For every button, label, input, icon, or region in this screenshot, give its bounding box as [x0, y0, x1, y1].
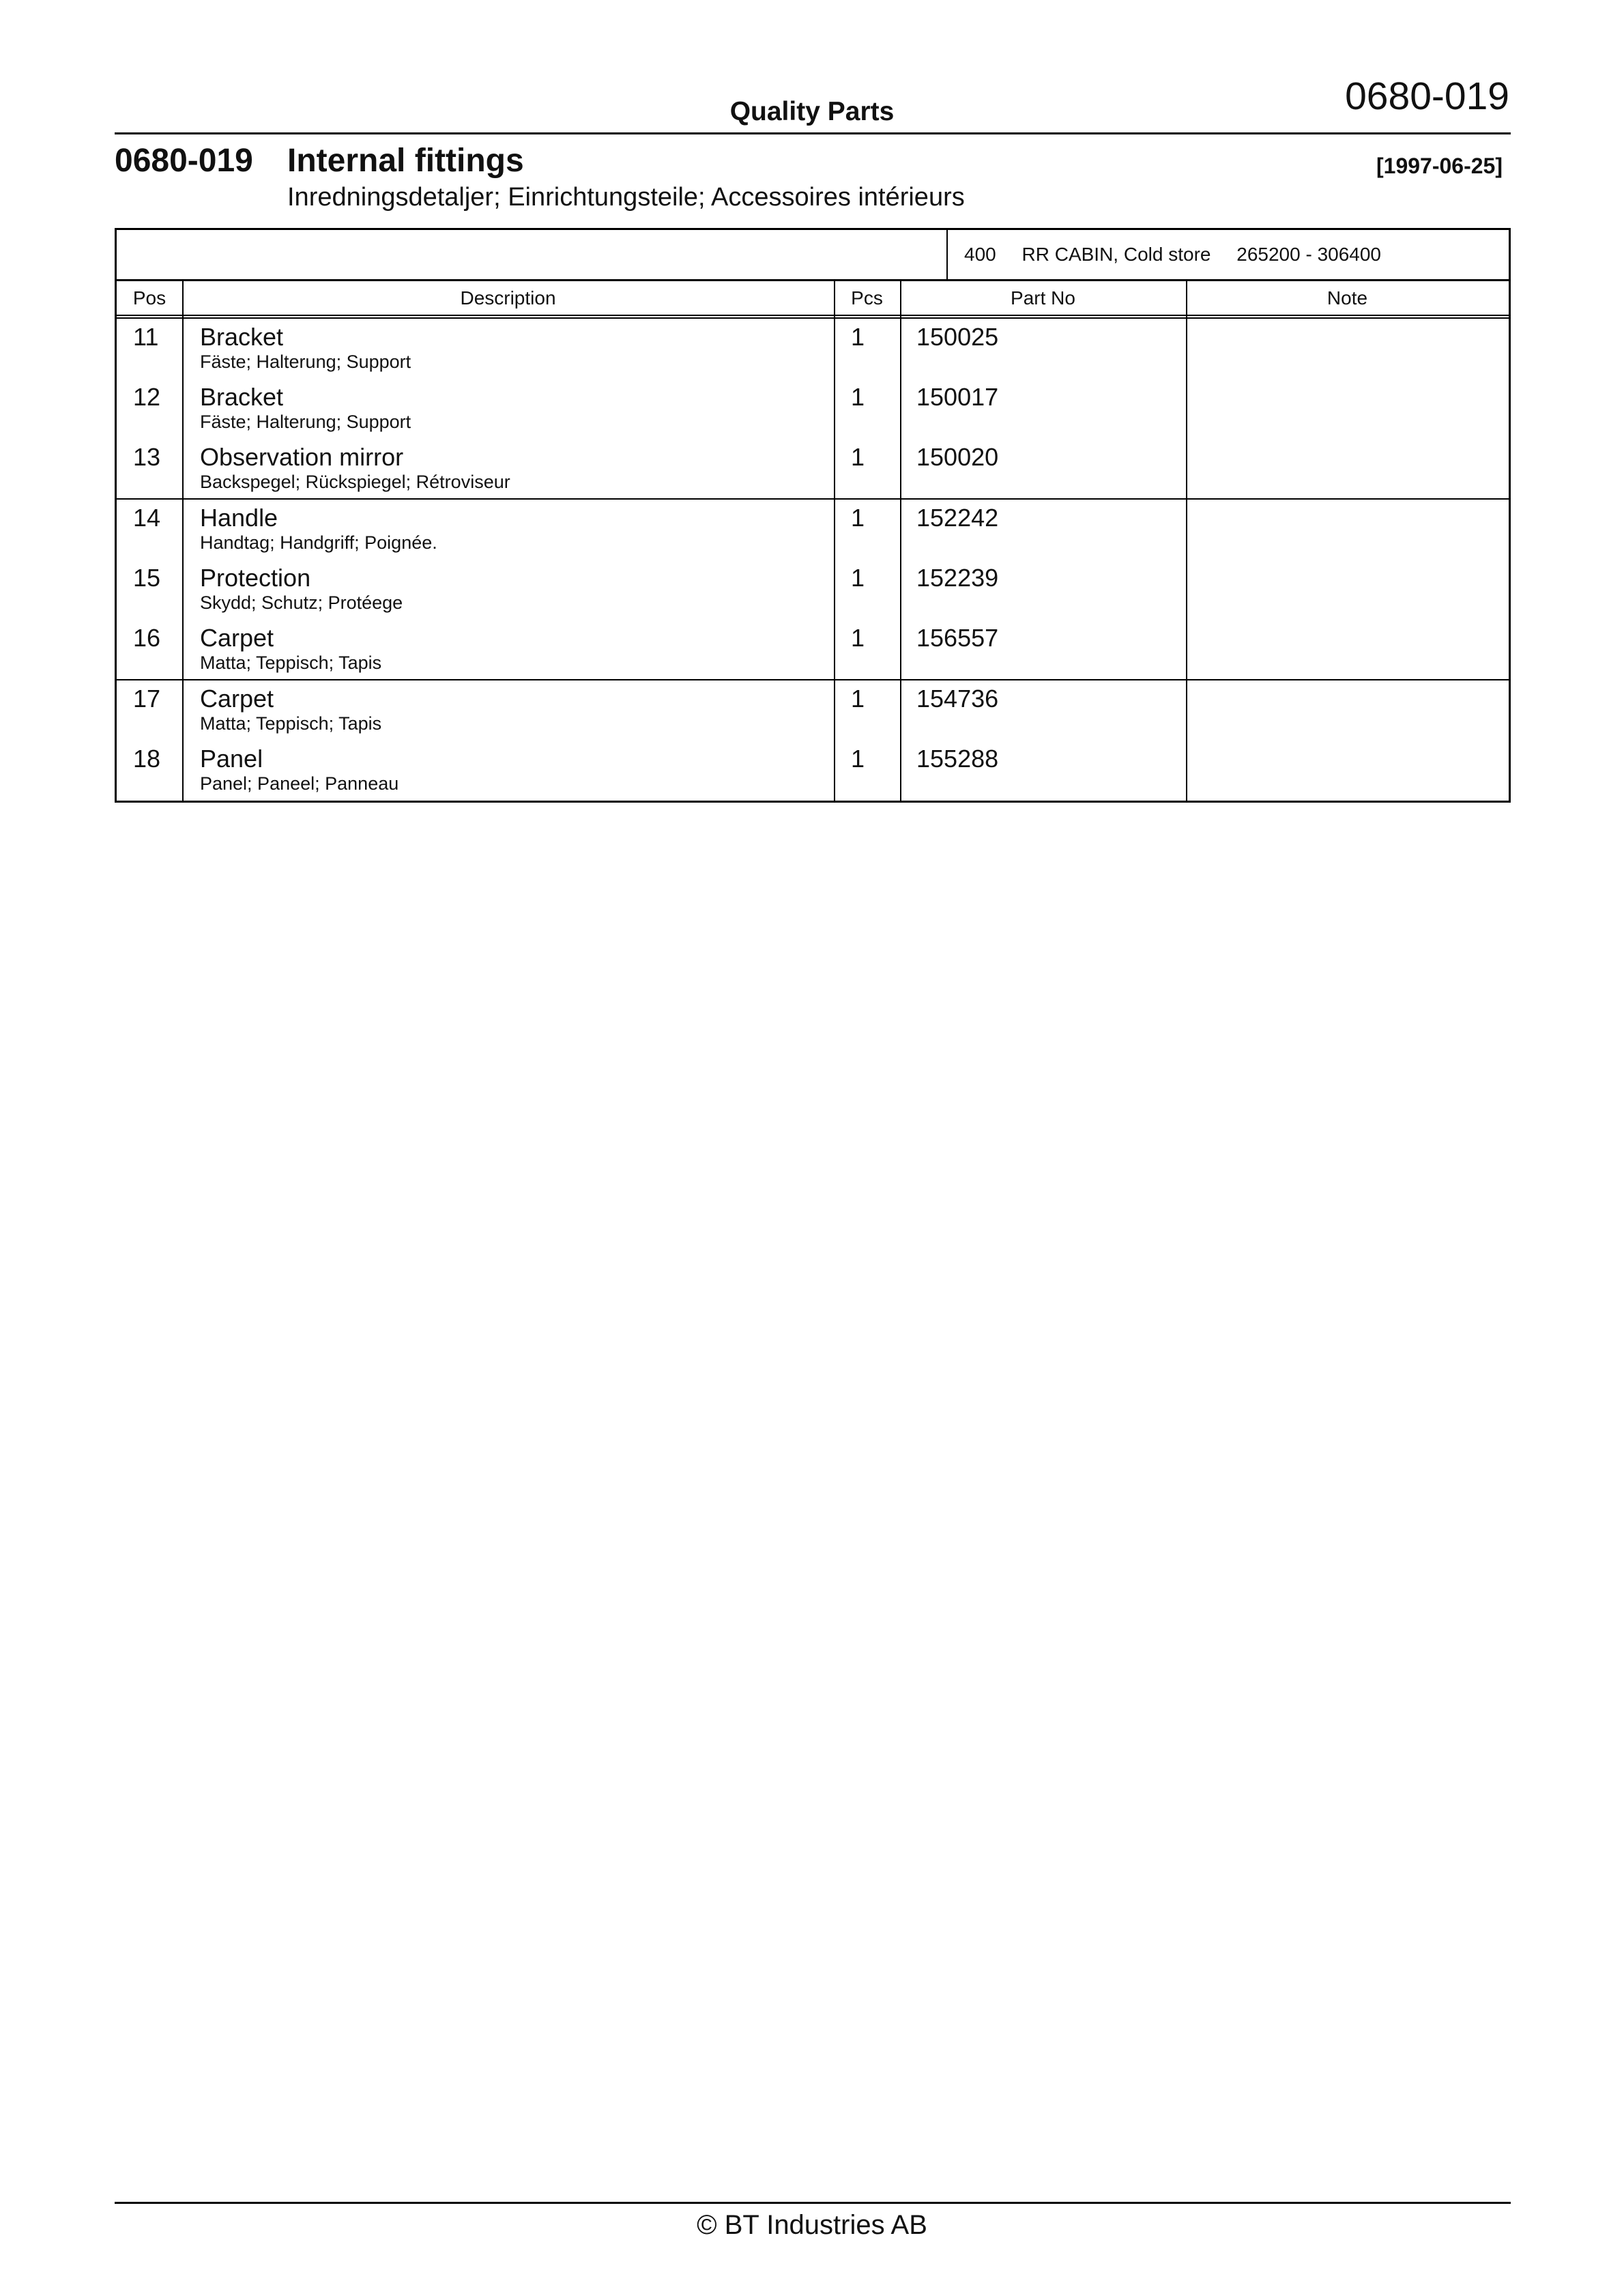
row-translation: Skydd; Schutz; Protéege — [200, 592, 403, 613]
footer-rule — [115, 2202, 1511, 2204]
row-pos: 15 — [133, 564, 161, 592]
row-pos: 12 — [133, 383, 161, 411]
row-pcs: 1 — [851, 443, 865, 471]
parts-table — [115, 228, 1511, 803]
row-pcs: 1 — [851, 323, 865, 351]
section-subtitle: Inredningsdetaljer; Einrichtungsteile; Accessoires intérieurs — [287, 183, 965, 212]
row-part-no: 150025 — [916, 323, 999, 351]
row-pos: 11 — [133, 323, 159, 351]
header-page-code: 0680-019 — [1345, 74, 1509, 118]
row-part-no: 155288 — [916, 745, 999, 773]
row-pcs: 1 — [851, 504, 865, 532]
row-translation: Matta; Teppisch; Tapis — [200, 652, 382, 673]
header-center-title: Quality Parts — [729, 97, 895, 126]
variant-cell — [946, 230, 1402, 279]
table-row — [117, 439, 1509, 499]
table-row — [117, 680, 1509, 741]
section-code: 0680-019 — [115, 143, 253, 179]
row-pcs: 1 — [851, 745, 865, 773]
row-pos: 13 — [133, 443, 161, 471]
row-part-no: 150020 — [916, 443, 999, 471]
row-translation: Fäste; Halterung; Support — [200, 412, 411, 432]
row-part-no: 156557 — [916, 624, 999, 652]
row-part-no: 152239 — [916, 564, 999, 592]
row-group — [117, 500, 1509, 680]
row-name: Handle — [200, 504, 278, 532]
col-header-part-no: Part No — [1011, 287, 1075, 308]
footer-copyright: © BT Industries AB — [697, 2210, 927, 2240]
row-translation: Matta; Teppisch; Tapis — [200, 713, 382, 734]
row-name: Panel — [200, 745, 263, 773]
row-name: Carpet — [200, 624, 274, 652]
table-row — [117, 379, 1509, 439]
row-name: Bracket — [200, 383, 284, 411]
table-row — [117, 560, 1509, 620]
table-row — [117, 319, 1509, 379]
row-pos: 14 — [133, 504, 161, 532]
row-name: Bracket — [200, 323, 284, 351]
table-row — [117, 741, 1509, 801]
column-headers — [117, 281, 1509, 319]
col-header-pos: Pos — [132, 287, 166, 308]
row-group — [117, 680, 1509, 801]
row-translation: Panel; Paneel; Panneau — [200, 773, 399, 794]
row-pcs: 1 — [851, 383, 865, 411]
row-pcs: 1 — [851, 564, 865, 592]
section-title: Internal fittings — [287, 143, 524, 179]
row-translation: Handtag; Handgriff; Poignée. — [200, 532, 437, 553]
col-header-note: Note — [1326, 287, 1368, 308]
table-row — [117, 620, 1509, 680]
variant-name: RR CABIN, Cold store — [1021, 244, 1211, 265]
header-rule — [115, 132, 1511, 134]
col-header-pcs: Pcs — [851, 287, 883, 308]
variant-serial-range: 265200 - 306400 — [1236, 244, 1381, 265]
row-part-no: 150017 — [916, 383, 999, 411]
row-pos: 17 — [133, 685, 161, 713]
row-pcs: 1 — [851, 685, 865, 713]
row-part-no: 152242 — [916, 504, 999, 532]
row-pcs: 1 — [851, 624, 865, 652]
col-header-description: Description — [460, 287, 556, 308]
row-translation: Backspegel; Rückspiegel; Rétroviseur — [200, 472, 510, 492]
row-translation: Fäste; Halterung; Support — [200, 351, 411, 372]
variant-row — [117, 230, 1509, 281]
row-group — [117, 319, 1509, 500]
table-row — [117, 500, 1509, 560]
row-pos: 16 — [133, 624, 161, 652]
variant-code: 400 — [964, 244, 996, 265]
row-name: Protection — [200, 564, 311, 592]
row-name: Carpet — [200, 685, 274, 713]
row-part-no: 154736 — [916, 685, 999, 713]
row-pos: 18 — [133, 745, 161, 773]
section-date: [1997-06-25] — [1376, 154, 1503, 178]
row-name: Observation mirror — [200, 443, 404, 471]
